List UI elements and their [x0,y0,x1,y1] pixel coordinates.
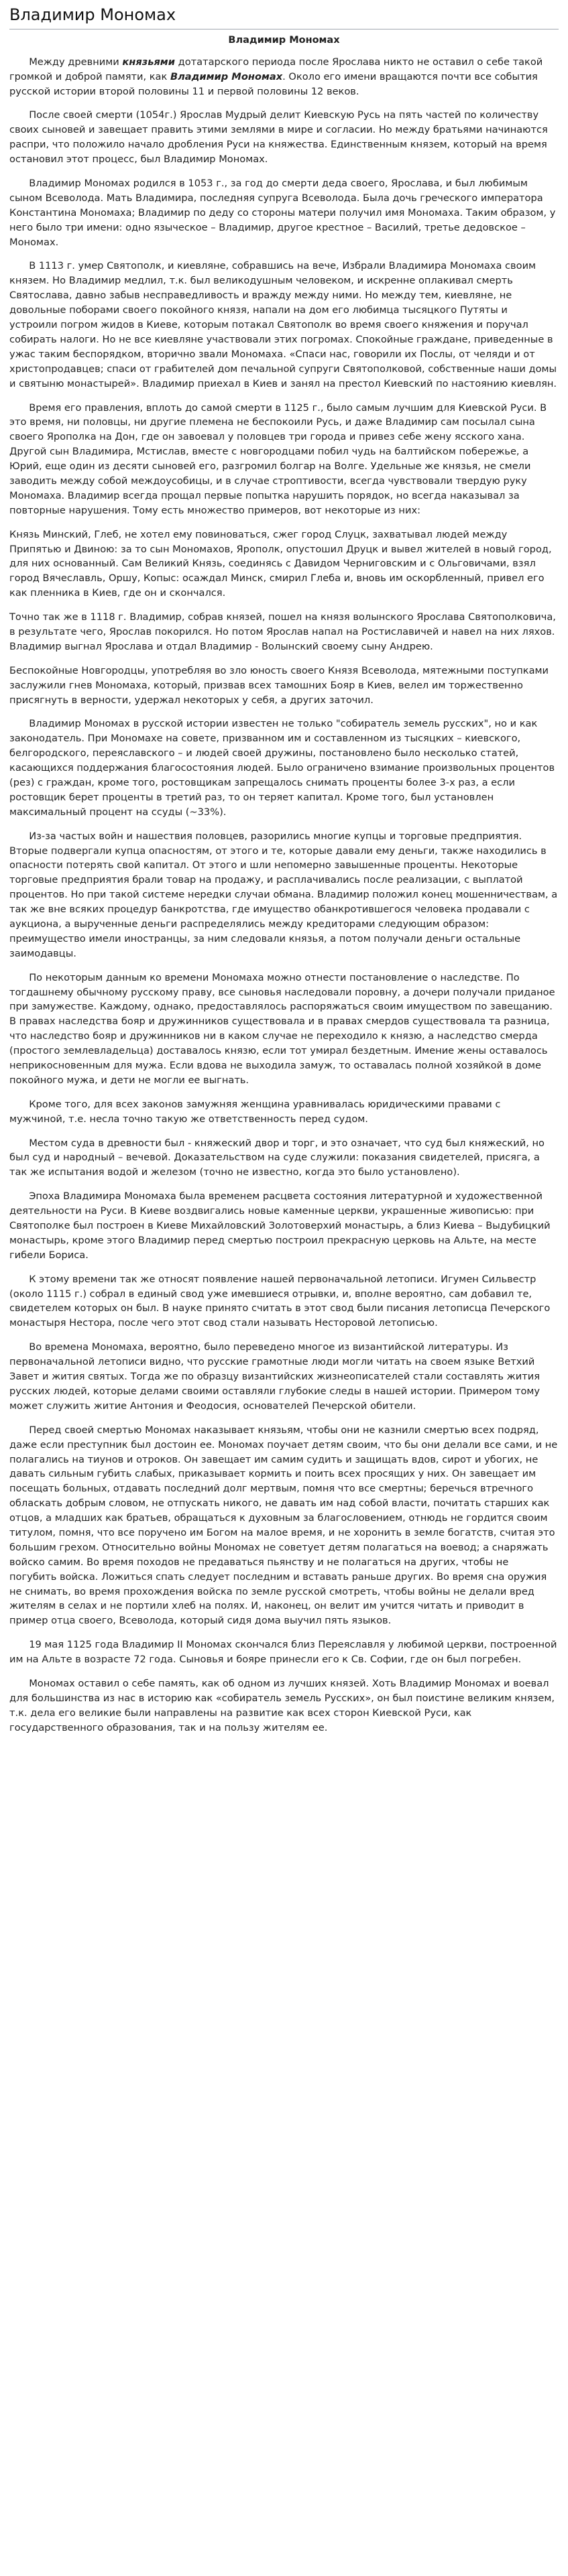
paragraph: Эпоха Владимира Мономаха была временем расцвета состояния литературной и художественной деятельности на Руси. В Киеве воздвигались новые каменные церкви, украшенные живописью: при Святополке был построен в Киеве Михайловский Золотоверхий монастырь, а близ Киева – Выдубицкий монастырь, кроме этого Владимир перед смертью построил прекрасную церковь на Альте, на месте гибели Бориса. [9,1190,551,1261]
page-title: Владимир Мономах [9,5,559,29]
paragraph: 19 мая 1125 года Владимир II Мономах скончался близ Переяславля у любимой церкви, построенной им на Альте в возрасте 72 года. Сыновья и бояре принесли его к Св. Софии, где он был погребен. [9,1639,557,1666]
paragraph: Мономах оставил о себе память, как об одном из лучших князей. Хоть Владимир Мономах и воевал для большинства из нас в историю как «собиратель земель Русских», он был поистине великим князем, т.к. дела его великие были направлены на развитие как всех сторон Киевской Руси, как государственного образования, так и на пользу жителям ее. [9,1677,555,1733]
paragraph: Кроме того, для всех законов замужняя женщина уравнивалась юридическими правами с мужчиной, т.е. несла точно такую же ответственность перед судом. [9,1098,501,1125]
article-body [9,55,559,1735]
paragraph: Из-за частых войн и нашествия половцев, разорились многие купцы и торговые предприятия. Вторые подвергали купца опасностям, от этого и те, которые давали ему деньги, также находились в опасности потерять свой капитал. От этого и шли непомерно завышенные проценты. Некоторые торговые предприятия брали товар на продажу, и расплачивались после реализации, с выплатой процентов. Но при такой системе нередки случаи обмана. Владимир положил конец мошенничествам, а так же вне всяких процедур банкротства, где имущество обанкротившегося человека продавали с аукциона, а вырученные деньги распределялись между кредиторами следующим образом: преимущество имели иностранцы, за ним следовали князья, а потом получали деньги остальные заимодавцы. [9,830,558,959]
paragraph: Владимир Мономах в русской истории известен не только "собиратель земель русских", но и как законодатель. При Мономахе на совете, призванном им и составленном из тысяцких – киевского, белгородского, переяславского – и людей своей дружины, постановлено было несколько статей, касающихся поддержания благосостояния людей. Было ограничено взимание произвольных процентов (рез) с граждан, кроме того, ростовщикам запрещалось снимать проценты более 3-х раз, а если ростовщик берет проценты в третий раз, то он теряет капитал. Кроме того, был установлен максимальный процент на ссуды (~33%). [9,718,555,818]
paragraph: В 1113 г. умер Святополк, и киевляне, собравшись на вече, Избрали Владимира Мономаха своим князем. Но Владимир медлил, т.к. был великодушным человеком, и искренне оплакивал смерть Святослава, давно забыв несправедливость и вражду между ними. Но между тем, киевляне, не довольные поборами своего покойного князя, напали на дом его любимца тысяцкого Путяты и устроили погром жидов в Киеве, которым потакал Святополк во время своего княжения и поручал собирать налоги. Но не все киевляне участвовали этих погромах. Спокойные граждане, приведенные в ужас таким беспорядком, вторично звали Мономаха. «Спаси нас, говорили их Послы, от челяди и от христопродавцев; спаси от грабителей дом печальной супруги Святополковой, собственные наши домы и святыню монастырей». Владимир приехал в Киев и занял на престол Киевский по настоянию киевлян. [9,260,557,389]
article-heading: Владимир Мономах [228,34,340,46]
paragraph: Местом суда в древности был - княжеский двор и торг, и это означает, что суд был княжеский, но был суд и народный – вечевой. Доказательством на суде служили: показания свидетелей, присяга, а так же испытания водой и железом (точно не известно, когда это было установлено). [9,1137,545,1178]
paragraph: Беспокойные Новгородцы, употребляя во зло юность своего Князя Всеволода, мятежными поступками заслужили гнев Мономаха, который, призвав всех тамошних Бояр в Киев, велел им торжественно присягнуть в верности, удержал некоторых у себя, а других заточил. [9,664,549,706]
intro-emphasis-name: Владимир Мономах [170,70,283,82]
intro-emphasis-princes: князьями [122,56,175,68]
intro-text-e: . Около его имени вращаются почти все события русской истории второй половины 11 и первой половины 12 веков. [9,70,538,97]
paragraph: По некоторым данным ко времени Мономаха можно отнести постановление о наследстве. По тогдашнему обычному русскому праву, все сыновья наследовали поровну, а дочери получали приданое при замужестве. Каждому, однако, предоставлялось распоряжаться своим имуществом по завещанию. В правах наследства бояр и дружинников существовала и в правах смердов существовала та разница, что наследство бояр и дружинников ни в каком случае не переходило к князю, а наследство смерда (простого землевладельца) доставалось князю, если тот умирал бездетным. Имение жены оставалось неприкосновенным для мужа. Если вдова не выходила замуж, то оставалась полной хозяйкой в доме покойного мужа, и дети не могли ее выгнать. [9,971,555,1086]
paragraph: Во времена Мономаха, вероятно, было переведено многое из византийской литературы. Из первоначальной летописи видно, что русские грамотные люди могли читать на своем языке Ветхий Завет и жития святых. Тогда же по образцу византийских жизнеописателей стали составлять жития русских людей, которые делами своими оставляли глубокие следы в нашей истории. Примером тому может служить житие Антония и Феодосия, основателей Печерской обители. [9,1341,541,1412]
intro-text-c: дотатарского периода после Ярослава никто не оставил о себе такой громкой и доброй памяти, как [9,56,543,82]
intro-text-a: Между древними [29,56,123,68]
paragraph: Владимир Мономах родился в 1053 г., за год до смерти деда своего, Ярослава, и был любимым сыном Всеволода. Мать Владимира, последняя супруга Всеволода. Была дочь греческого императора Константина Мономаха; Владимир по деду со стороны матери получил имя Мономаха. Таким образом, у него было три имени: одно языческое – Владимир, другое крестное – Василий, третье дедовское – Мономах. [9,178,556,248]
paragraph: Перед своей смертью Мономах наказывает князьям, чтобы они не казнили смертью всех подряд, даже если преступник был достоин ее. Мономах поучает детям своим, что бы они делали все сами, и не полагались на тиунов и отроков. Он завещает им самим судить и защищать вдов, сирот и убогих, не давать сильным губить слабых, приказывает кормить и поить всех просящих у них. Он завещает им посещать больных, отдавать последний долг мертвым, помня что все смертны; беречься втречного обласкать добрым словом, не отпускать никого, не давать им над собой власти, почитать старших как отцов, а младших как братьев, обращаться к духовным за благословением, отнюдь не гордится своим титулом, помня, что все поручено им Богом на малое время, и не хоронить в земле богатств, считая это большим грехом. Относительно войны Мономах не советует детям полагаться на воевод; а снаряжать войско самим. Во время походов не предаваться пьянству и не полагаться на других, чтобы не погубить войска. Ложиться спать следует последним и вставать раньше других. Во время сна оружия не снимать, во время прохождения войска по земле русской смотреть, чтобы войны не делали вред жителям в селах и не портили хлеб на полях. И, наконец, он велит им учится читать и приводит в пример отца своего, Всеволода, который сидя дома выучил пять языков. [9,1424,558,1627]
paragraph: После своей смерти (1054г.) Ярослав Мудрый делит Киевскую Русь на пять частей по количеству своих сыновей и завещает править этими землями в мире и согласии. Но между братьями начинаются распри, что положило начало дробления Руси на княжества. Единственным князем, который на время остановил этот процесс, был Владимир Мономах. [9,109,548,166]
paragraph: Князь Минский, Глеб, не хотел ему повиноваться, сжег город Слуцк, захватывал людей между Припятью и Двиною: за то сын Мономахов, Ярополк, опустошил Друцк и вывел жителей в новый город, для них основанный. Сам Великий Князь, соединясь с Давидом Черниговским и с Ольговичами, взял город Вячеславль, Оршу, Копыс: осаждал Минск, смирил Глеба и, вновь им оскорбленный, привел его как пленника в Киев, где он и скончался. [9,528,552,599]
paragraph-intro [9,55,559,99]
paragraph: К этому времени так же относят появление нашей первоначальной летописи. Игумен Сильвестр (около 1115 г.) собрал в единый свод уже имевшиеся отрывки, и, вполне вероятно, сам добавил те, свидетелем которых он был. В науке принято считать в этот свод были писания летописца Печерского монастыря Нестора, после чего этот свод стали называть Несторовой летописью. [9,1273,551,1329]
paragraph: Точно так же в 1118 г. Владимир, собрав князей, пошел на князя волынского Ярослава Святополковича, в результате чего, Ярослав покорился. Но потом Ярослав напал на Ростиславичей и навел на них ляхов. Владимир выгнал Ярослава и отдал Владимир - Волынский своему сыну Андрею. [9,611,556,652]
paragraph: Время его правления, вплоть до самой смерти в 1125 г., было самым лучшим для Киевской Руси. В это время, ни половцы, ни другие племена не беспокоили Русь, и даже Владимир сам посылал сына своего Ярополка на Дон, где он завоевал у половцев три города и привез себе жену ясского хана. Другой сын Владимира, Мстислав, вместе с новгородцами побил чудь на балтийском побережье, а Юрий, еще один из десяти сыновей его, разгромил болгар на Волге. Удельные же князья, не смели заводить между собой междоусобицы, и в случае строптивости, всегда чувствовали твердую руку Мономаха. Владимир всегда прощал первые попытка нарушить порядок, но всегда наказывал за повторные нарушения. Тому есть множество примеров, вот некоторые из них: [9,402,547,516]
